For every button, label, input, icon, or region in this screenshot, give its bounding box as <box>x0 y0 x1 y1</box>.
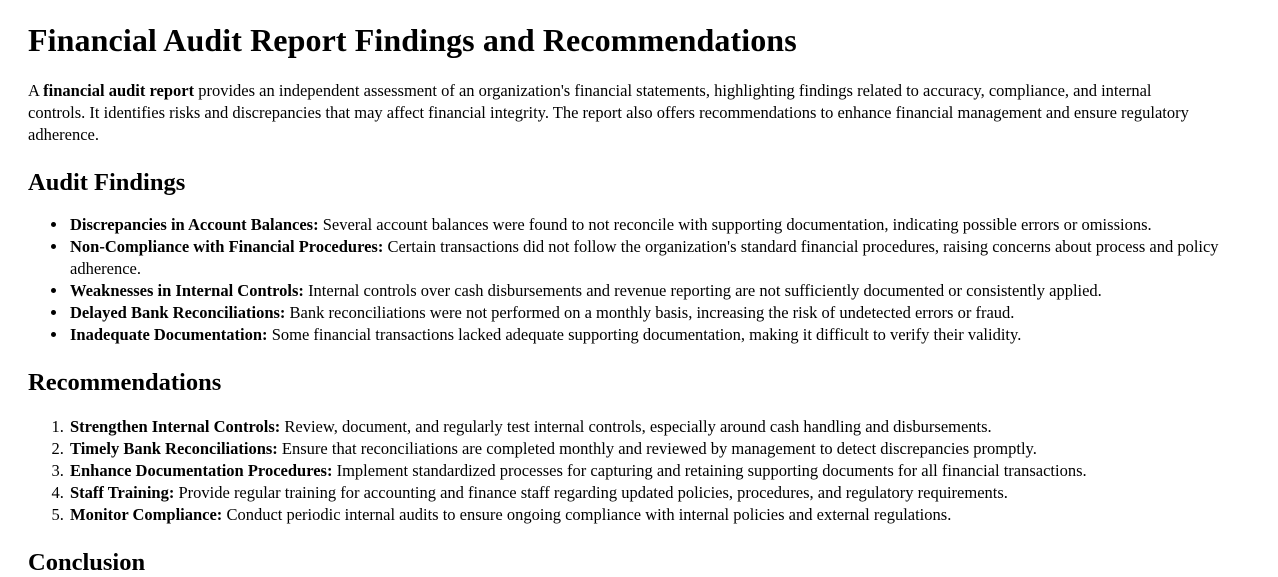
page-title: Financial Audit Report Findings and Recommendations <box>28 22 797 58</box>
list-item <box>68 324 1238 346</box>
list-item-lead: Inadequate Documentation: <box>70 324 268 344</box>
intro-paragraph <box>28 80 1198 146</box>
list-item-text: Ensure that reconciliations are completed monthly and reviewed by management to detect discrepancies promptly. <box>277 438 1037 458</box>
list-item-lead: Discrepancies in Account Balances: <box>70 214 319 234</box>
section-heading-recommendations: Recommendations <box>28 368 222 396</box>
section-heading-conclusion: Conclusion <box>28 548 146 576</box>
list-item-text: Bank reconciliations were not performed on a monthly basis, increasing the risk of undetected errors or fraud. <box>285 302 1015 322</box>
list-item-lead: Monitor Compliance: <box>70 504 223 524</box>
list-item-lead: Delayed Bank Reconciliations: <box>70 302 286 322</box>
list-item-lead: Weaknesses in Internal Controls: <box>70 280 304 300</box>
list-item <box>68 280 1238 302</box>
list-item-lead: Non-Compliance with Financial Procedures: <box>70 236 384 256</box>
recommendations-list <box>28 416 1238 526</box>
list-item-lead: Timely Bank Reconciliations: <box>70 438 278 458</box>
list-item <box>68 460 1238 482</box>
list-item-lead: Staff Training: <box>70 482 175 502</box>
audit-findings-list <box>28 214 1238 346</box>
list-item <box>68 438 1238 460</box>
list-item-text: Review, document, and regularly test internal controls, especially around cash handling and disbursements. <box>280 416 992 436</box>
list-item-text: Internal controls over cash disbursements and revenue reporting are not sufficiently documented or consistently applied. <box>303 280 1102 300</box>
intro-bold-term: financial audit report <box>43 80 195 100</box>
list-item-text: Certain transactions did not follow the organization's standard financial procedures, raising concerns about process and policy adherence. <box>70 236 1219 278</box>
section-heading-audit-findings: Audit Findings <box>28 168 186 196</box>
list-item <box>68 302 1238 324</box>
list-item-text: Some financial transactions lacked adequate supporting documentation, making it difficult to verify their validity. <box>267 324 1022 344</box>
list-item <box>68 236 1238 280</box>
list-item-lead: Strengthen Internal Controls: <box>70 416 281 436</box>
list-item <box>68 482 1238 504</box>
document-page <box>0 22 1278 577</box>
list-item <box>68 504 1238 526</box>
list-item-text: Several account balances were found to not reconcile with supporting documentation, indicating possible errors or omissions. <box>318 214 1152 234</box>
intro-text-after-bold: provides an independent assessment of an organization's financial statements, highlighting findings related to accuracy, compliance, and internal controls. It identifies risks and discrepancies that may affect financial integrity. The report also offers recommendations to enhance financial management and ensure regulatory adherence. <box>28 80 1189 144</box>
list-item <box>68 214 1238 236</box>
intro-text-before-bold: A <box>28 80 44 100</box>
list-item-text: Implement standardized processes for capturing and retaining supporting documents for all financial transactions. <box>332 460 1087 480</box>
list-item-lead: Enhance Documentation Procedures: <box>70 460 333 480</box>
list-item-text: Provide regular training for accounting and finance staff regarding updated policies, procedures, and regulatory requirements. <box>174 482 1008 502</box>
list-item-text: Conduct periodic internal audits to ensure ongoing compliance with internal policies and external regulations. <box>222 504 952 524</box>
list-item <box>68 416 1238 438</box>
